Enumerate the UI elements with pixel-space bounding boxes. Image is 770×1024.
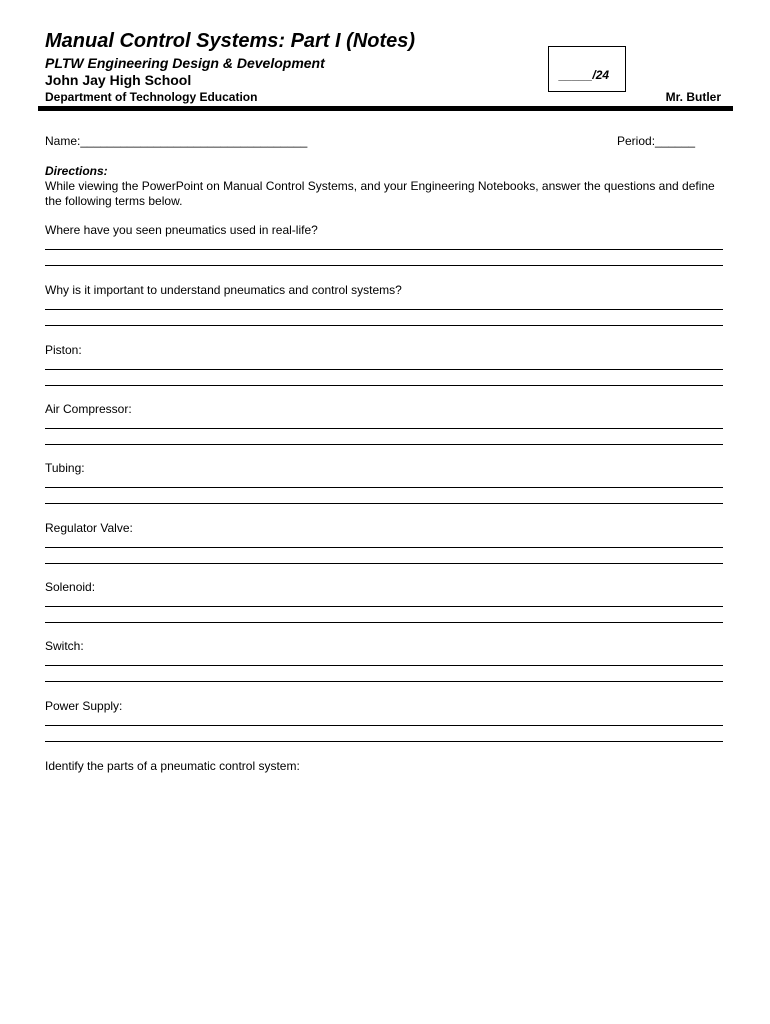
answer-line[interactable] xyxy=(45,369,723,370)
question-label: Tubing: xyxy=(45,461,85,475)
question-label: Why is it important to understand pneumatics and control systems? xyxy=(45,283,402,297)
answer-line[interactable] xyxy=(45,309,723,310)
school-name: John Jay High School xyxy=(45,72,192,88)
question-label: Piston: xyxy=(45,343,82,357)
answer-line[interactable] xyxy=(45,503,723,504)
directions-heading: Directions: xyxy=(45,164,108,178)
score-text: _____/24 xyxy=(559,68,610,82)
question-label: Air Compressor: xyxy=(45,402,132,416)
answer-line[interactable] xyxy=(45,741,723,742)
score-box[interactable] xyxy=(548,46,626,92)
answer-line[interactable] xyxy=(45,547,723,548)
answer-line[interactable] xyxy=(45,265,723,266)
answer-line[interactable] xyxy=(45,606,723,607)
answer-line[interactable] xyxy=(45,563,723,564)
answer-line[interactable] xyxy=(45,487,723,488)
final-prompt: Identify the parts of a pneumatic control system: xyxy=(45,759,300,773)
answer-line[interactable] xyxy=(45,622,723,623)
course-subtitle: PLTW Engineering Design & Development xyxy=(45,55,325,71)
question-label: Solenoid: xyxy=(45,580,96,594)
answer-line[interactable] xyxy=(45,444,723,445)
answer-line[interactable] xyxy=(45,385,723,386)
question-label: Power Supply: xyxy=(45,699,123,713)
question-label: Regulator Valve: xyxy=(45,521,133,535)
answer-line[interactable] xyxy=(45,681,723,682)
document-title: Manual Control Systems: Part I (Notes) xyxy=(45,30,416,52)
header-divider xyxy=(38,106,733,111)
name-field[interactable]: Name:__________________________________ xyxy=(45,134,308,148)
department-name: Department of Technology Education xyxy=(45,90,258,104)
directions-text: While viewing the PowerPoint on Manual Control Systems, and your Engineering Notebooks, answer the questions and define the following terms below. xyxy=(45,179,715,208)
period-field[interactable]: Period:______ xyxy=(617,134,696,148)
answer-line[interactable] xyxy=(45,428,723,429)
answer-line[interactable] xyxy=(45,325,723,326)
teacher-name: Mr. Butler xyxy=(665,90,721,104)
answer-line[interactable] xyxy=(45,249,723,250)
answer-line[interactable] xyxy=(45,665,723,666)
question-label: Switch: xyxy=(45,639,84,653)
question-label: Where have you seen pneumatics used in real-life? xyxy=(45,223,318,237)
answer-line[interactable] xyxy=(45,725,723,726)
